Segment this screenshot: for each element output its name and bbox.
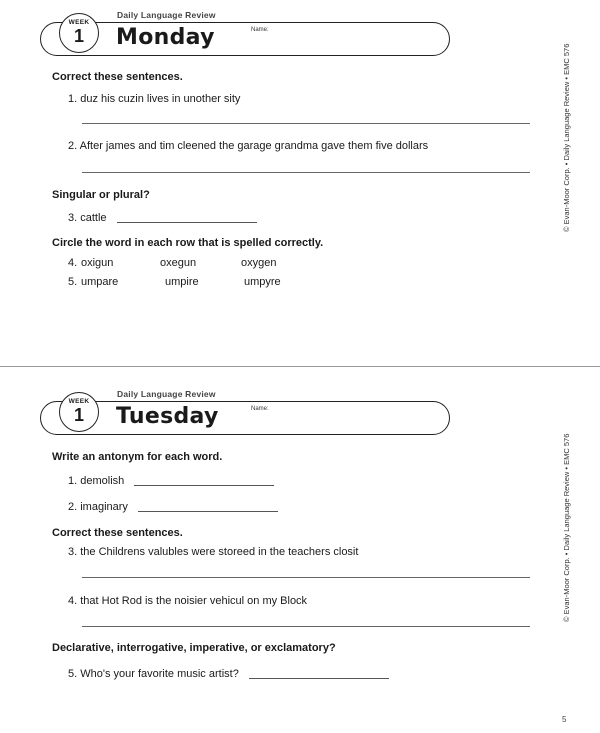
- week-label: WEEK: [68, 19, 90, 26]
- item-4: 4. that Hot Rod is the noisier vehicul on my Block: [68, 595, 308, 607]
- section-heading-antonym: Write an antonym for each word.: [52, 451, 223, 463]
- monday-worksheet: [0, 0, 600, 366]
- week-number: 1: [73, 26, 84, 46]
- section-heading-singular: Singular or plural?: [52, 189, 150, 201]
- item-5: [68, 668, 389, 680]
- option-umpare[interactable]: umpare: [81, 276, 119, 288]
- item-1: 1. duz his cuzin lives in unother sity: [68, 93, 241, 105]
- day-title: Monday: [116, 25, 215, 50]
- item-3-label: 3. cattle: [68, 212, 107, 224]
- option-oxygen[interactable]: oxygen: [241, 257, 277, 269]
- item-5-number: 5.: [68, 276, 78, 288]
- section-heading-circle: Circle the word in each row that is spelled correctly.: [52, 237, 324, 249]
- day-header: [40, 19, 450, 56]
- answer-line-5[interactable]: [249, 678, 389, 679]
- option-oxegun[interactable]: oxegun: [160, 257, 197, 269]
- answer-line-3[interactable]: [117, 222, 257, 223]
- section-heading-sentence-type: Declarative, interrogative, imperative, or exclamatory?: [52, 642, 336, 654]
- name-label: Name:: [251, 27, 269, 33]
- section-heading-correct: Correct these sentences.: [52, 71, 183, 83]
- item-2: 2. After james and tim cleened the garage grandma gave them five dollars: [68, 140, 429, 152]
- section-heading-correct: Correct these sentences.: [52, 527, 183, 539]
- option-umpyre[interactable]: umpyre: [244, 276, 281, 288]
- option-oxigun[interactable]: oxigun: [81, 257, 114, 269]
- copyright-side-text: © Evan-Moor Corp. • Daily Language Review • EMC 576: [562, 43, 571, 232]
- item-2-label: 2. imaginary: [68, 501, 128, 513]
- item-3: [68, 212, 257, 224]
- answer-line-4[interactable]: [82, 626, 530, 627]
- page-number: 5: [562, 715, 567, 724]
- week-badge: [59, 13, 99, 53]
- item-2: [68, 501, 278, 513]
- answer-line-1[interactable]: [82, 123, 530, 124]
- item-5-label: 5. Who's your favorite music artist?: [68, 668, 239, 680]
- series-title: Daily Language Review: [117, 10, 216, 20]
- item-4-number: 4.: [68, 257, 78, 269]
- week-badge: [59, 392, 99, 432]
- answer-line-2[interactable]: [82, 172, 530, 173]
- item-1-label: 1. demolish: [68, 475, 125, 487]
- tuesday-worksheet: [0, 366, 600, 733]
- day-header: [40, 398, 450, 435]
- name-label: Name:: [251, 406, 269, 412]
- answer-line-3[interactable]: [82, 577, 530, 578]
- item-3: 3. the Childrens valubles were storeed in the teachers closit: [68, 546, 359, 558]
- series-title: Daily Language Review: [117, 389, 216, 399]
- copyright-side-text: © Evan-Moor Corp. • Daily Language Review • EMC 576: [562, 433, 571, 622]
- item-1: [68, 475, 274, 487]
- answer-line-1[interactable]: [134, 485, 274, 486]
- week-number: 1: [73, 405, 84, 425]
- day-title: Tuesday: [116, 404, 219, 429]
- week-label: WEEK: [68, 398, 90, 405]
- option-umpire[interactable]: umpire: [165, 276, 199, 288]
- answer-line-2[interactable]: [138, 511, 278, 512]
